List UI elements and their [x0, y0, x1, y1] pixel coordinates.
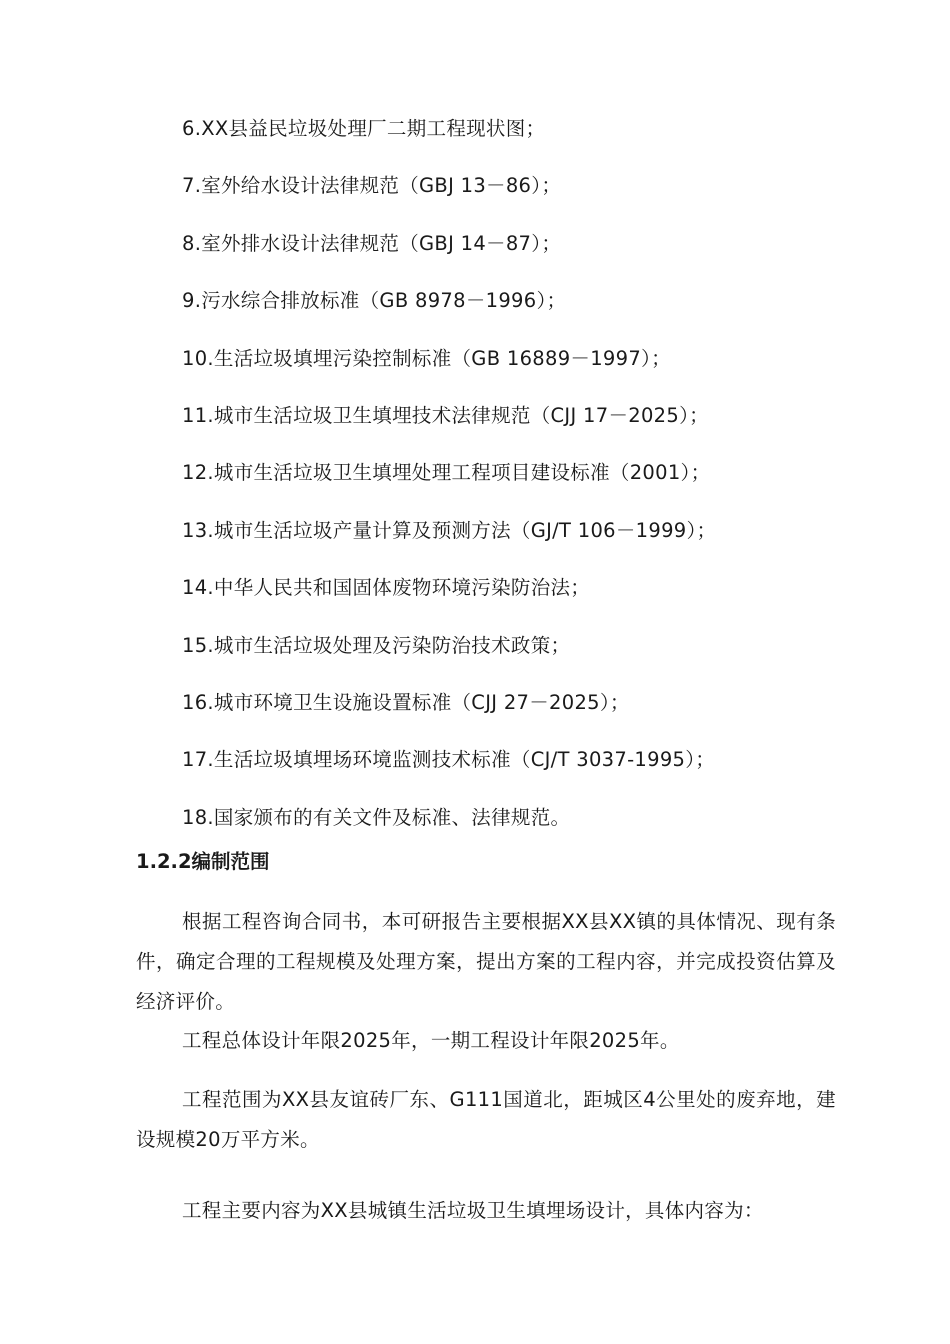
reference-item: 9.污水综合排放标准（GB 8978－1996）；	[182, 289, 567, 313]
paragraph-scope-basis: 根据工程咨询合同书，本可研报告主要根据XX县XX镇的具体情况、现有条件，确定合理的工程规模及处理方案，提出方案的工程内容，并完成投资估算及经济评价。	[136, 910, 836, 1013]
reference-item: 14.中华人民共和国固体废物环境污染防治法；	[182, 576, 591, 600]
reference-item: 18.国家颁布的有关文件及标准、法律规范。	[182, 805, 571, 829]
paragraph-main-content: 工程主要内容为XX县城镇生活垃圾卫生填埋场设计，具体内容为：	[182, 1199, 764, 1222]
reference-item: 13.城市生活垃圾产量计算及预测方法（GJ/T 106－1999）；	[182, 518, 717, 542]
reference-list	[182, 112, 716, 858]
reference-item: 7.室外给水设计法律规范（GBJ 13－86）；	[182, 174, 562, 198]
paragraph-design-period: 工程总体设计年限2025年，一期工程设计年限2025年。	[182, 1029, 680, 1052]
reference-item: 6.XX县益民垃圾处理厂二期工程现状图；	[182, 117, 546, 140]
section-heading: 1.2.2编制范围	[136, 850, 270, 873]
paragraph-project-scope: 工程范围为XX县友谊砖厂东、G111国道北，距城区4公里处的废弃地，建设规模20万平方米。	[136, 1088, 836, 1151]
reference-item: 17.生活垃圾填埋场环境监测技术标准（CJ/T 3037-1995）；	[182, 748, 716, 772]
reference-item: 12.城市生活垃圾卫生填埋处理工程项目建设标准（2001）；	[182, 461, 711, 485]
reference-item: 8.室外排水设计法律规范（GBJ 14－87）；	[182, 231, 562, 255]
reference-item: 10.生活垃圾填埋污染控制标准（GB 16889－1997）；	[182, 346, 671, 370]
reference-item: 11.城市生活垃圾卫生填埋技术法律规范（CJJ 17－2025）；	[182, 403, 709, 427]
reference-item: 16.城市环境卫生设施设置标准（CJJ 27－2025）；	[182, 690, 630, 714]
reference-item: 15.城市生活垃圾处理及污染防治技术政策；	[182, 633, 571, 657]
